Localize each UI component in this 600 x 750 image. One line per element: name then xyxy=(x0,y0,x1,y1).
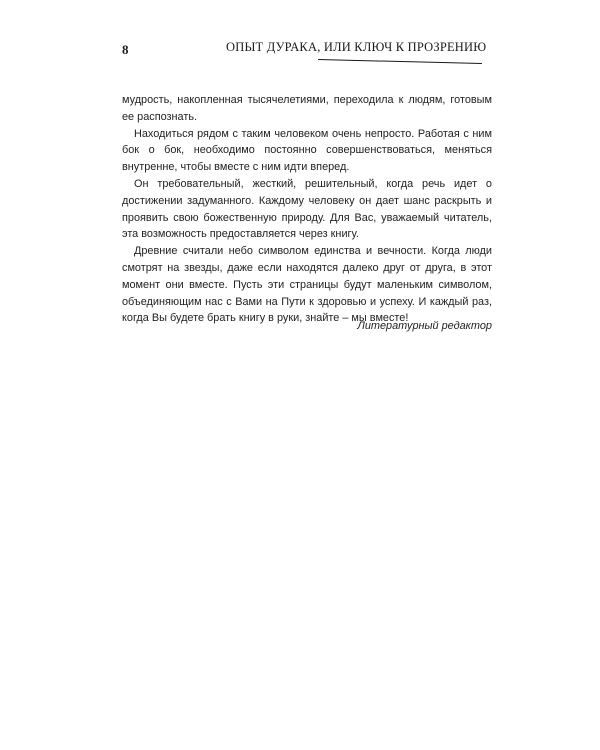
paragraph: Древние считали небо символом единства и вечности. Когда люди смотрят на звезды, даже если находятся далеко друг от друга, в этот момент они вместе. Пусть эти страницы будут маленьким символом, объединяющим нас с Вами на Пути к здоровью и успеху. И каждый раз, когда Вы будете брать книгу в руки, знайте – мы вместе! xyxy=(122,245,492,325)
paragraph: Он требовательный, жесткий, решительный, когда речь идет о достижении задуманного. Каждому человеку он дает шанс раскрыть и проявить свою божественную природу. Для Вас, уважаемый читатель, эта возможность предоставляется через книгу. xyxy=(122,177,492,241)
page-number: 8 xyxy=(122,42,129,57)
paragraph: Находиться рядом с таким человеком очень непросто. Работая с ним бок о бок, необходимо постоянно совершенствоваться, меняться внутренне, чтобы вместе с ним идти вперед. xyxy=(122,127,492,174)
running-title: ОПЫТ ДУРАКА, ИЛИ КЛЮЧ К ПРОЗРЕНИЮ xyxy=(226,40,487,54)
paragraph-continued: мудрость, накопленная тысячелетиями, переходила к людям, готовым ее распознать. xyxy=(122,94,492,123)
body-text xyxy=(122,92,492,327)
header-rule xyxy=(318,59,482,64)
signature: Литературный редактор xyxy=(357,320,492,332)
